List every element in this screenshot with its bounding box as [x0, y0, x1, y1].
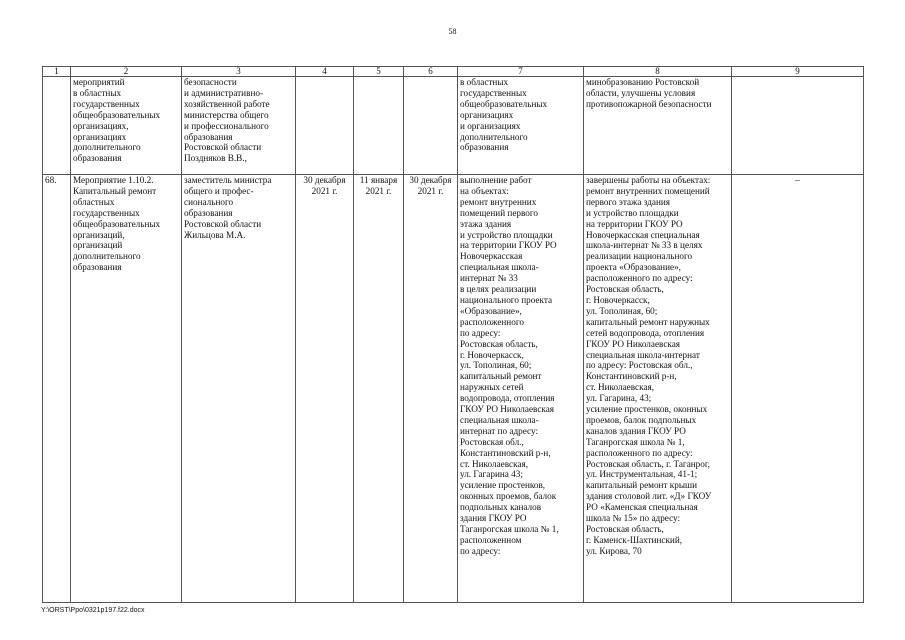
- cell-end-date: [404, 77, 458, 175]
- cell-reasons: –: [732, 175, 864, 603]
- cell-start-date: 11 января 2021 г.: [354, 175, 404, 603]
- plan-table: [42, 66, 864, 603]
- header-cell: 7: [458, 67, 584, 77]
- header-cell: 4: [296, 67, 354, 77]
- header-cell: 6: [404, 67, 458, 77]
- cell-deadline: [296, 77, 354, 175]
- cell-responsible: безопасности и административно- хозяйственной работе министерства общего и профессионального образования Ростовской области Поздняков В.В.,: [182, 77, 296, 175]
- cell-actual-result: завершены работы на объектах: ремонт внутренних помещений первого этажа здания и устройство площадки на территории ГКОУ РО Новочеркасская специальная школа-интернат № 33 в целях реализации национального проекта «Образование», расположенного по адресу: Ростовская область, г. Новочеркасск, ул. Тополиная, 60; капитальный ремонт наружных сетей водопровода, отопления ГКОУ РО Николаевская специальная школа-интернат по адресу: Ростовская обл., Константиновский р-н, ст. Николаевская, ул. Гагарина, 43; усиление простенков, оконных проемов, балок подпольных каналов здания ГКОУ РО Таганрогская школа № 1, расположенного по адресу: Ростовская область, г. Таганрог, ул. Инструментальная, 41-1; капитальный ремонт крыши здания столовой лит. «Д» ГКОУ РО «Каменская специальная школа № 15» по адресу: Ростовская область, г. Каменск-Шахтинский, ул. Кирова, 70: [584, 175, 732, 603]
- header-cell: 2: [71, 67, 182, 77]
- cell-event: Мероприятие 1.10.2. Капитальный ремонт областных государственных общеобразовательных организаций, организаций дополнительного образования: [71, 175, 182, 603]
- cell-event: мероприятий в областных государственных общеобразовательных организациях, организациях дополнительного образования: [71, 77, 182, 175]
- cell-end-date: 30 декабря 2021 г.: [404, 175, 458, 603]
- file-path-footer: Y:\ORST\Ppo\0321p197.f22.docx: [41, 607, 145, 614]
- cell-number: 68.: [43, 175, 71, 603]
- page-number: 58: [448, 27, 457, 36]
- cell-planned-result: в областных государственных общеобразовательных организациях и организациях дополнительного образования: [458, 77, 584, 175]
- header-cell: 1: [43, 67, 71, 77]
- header-row: [43, 67, 864, 77]
- table-row-continued: [43, 77, 864, 175]
- header-cell: 3: [182, 67, 296, 77]
- cell-start-date: [354, 77, 404, 175]
- cell-actual-result: минобразованию Ростовской области, улучшены условия противопожарной безопасности: [584, 77, 732, 175]
- header-cell: 8: [584, 67, 732, 77]
- header-cell: 5: [354, 67, 404, 77]
- cell-deadline: 30 декабря 2021 г.: [296, 175, 354, 603]
- header-cell: 9: [732, 67, 864, 77]
- cell-number: [43, 77, 71, 175]
- cell-reasons: [732, 77, 864, 175]
- cell-responsible: заместитель министра общего и профес- сионального образования Ростовской области Жильцова М.А.: [182, 175, 296, 603]
- table-row-68: [43, 175, 864, 603]
- cell-planned-result: выполнение работ на объектах: ремонт внутренних помещений первого этажа здания и устройство площадки на территории ГКОУ РО Новочеркасская специальная школа- интернат № 33 в целях реализации национального проекта «Образование», расположенного по адресу: Ростовская область, г. Новочеркасск, ул. Тополиная, 60; капитальный ремонт наружных сетей водопровода, отопления ГКОУ РО Николаевская специальная школа- интернат по адресу: Ростовская обл., Константиновский р-н, ст. Николаевская, ул. Гагарина 43; усиление простенков, оконных проемов, балок подпольных каналов здания ГКОУ РО Таганрогская школа № 1, расположенном по адресу:: [458, 175, 584, 603]
